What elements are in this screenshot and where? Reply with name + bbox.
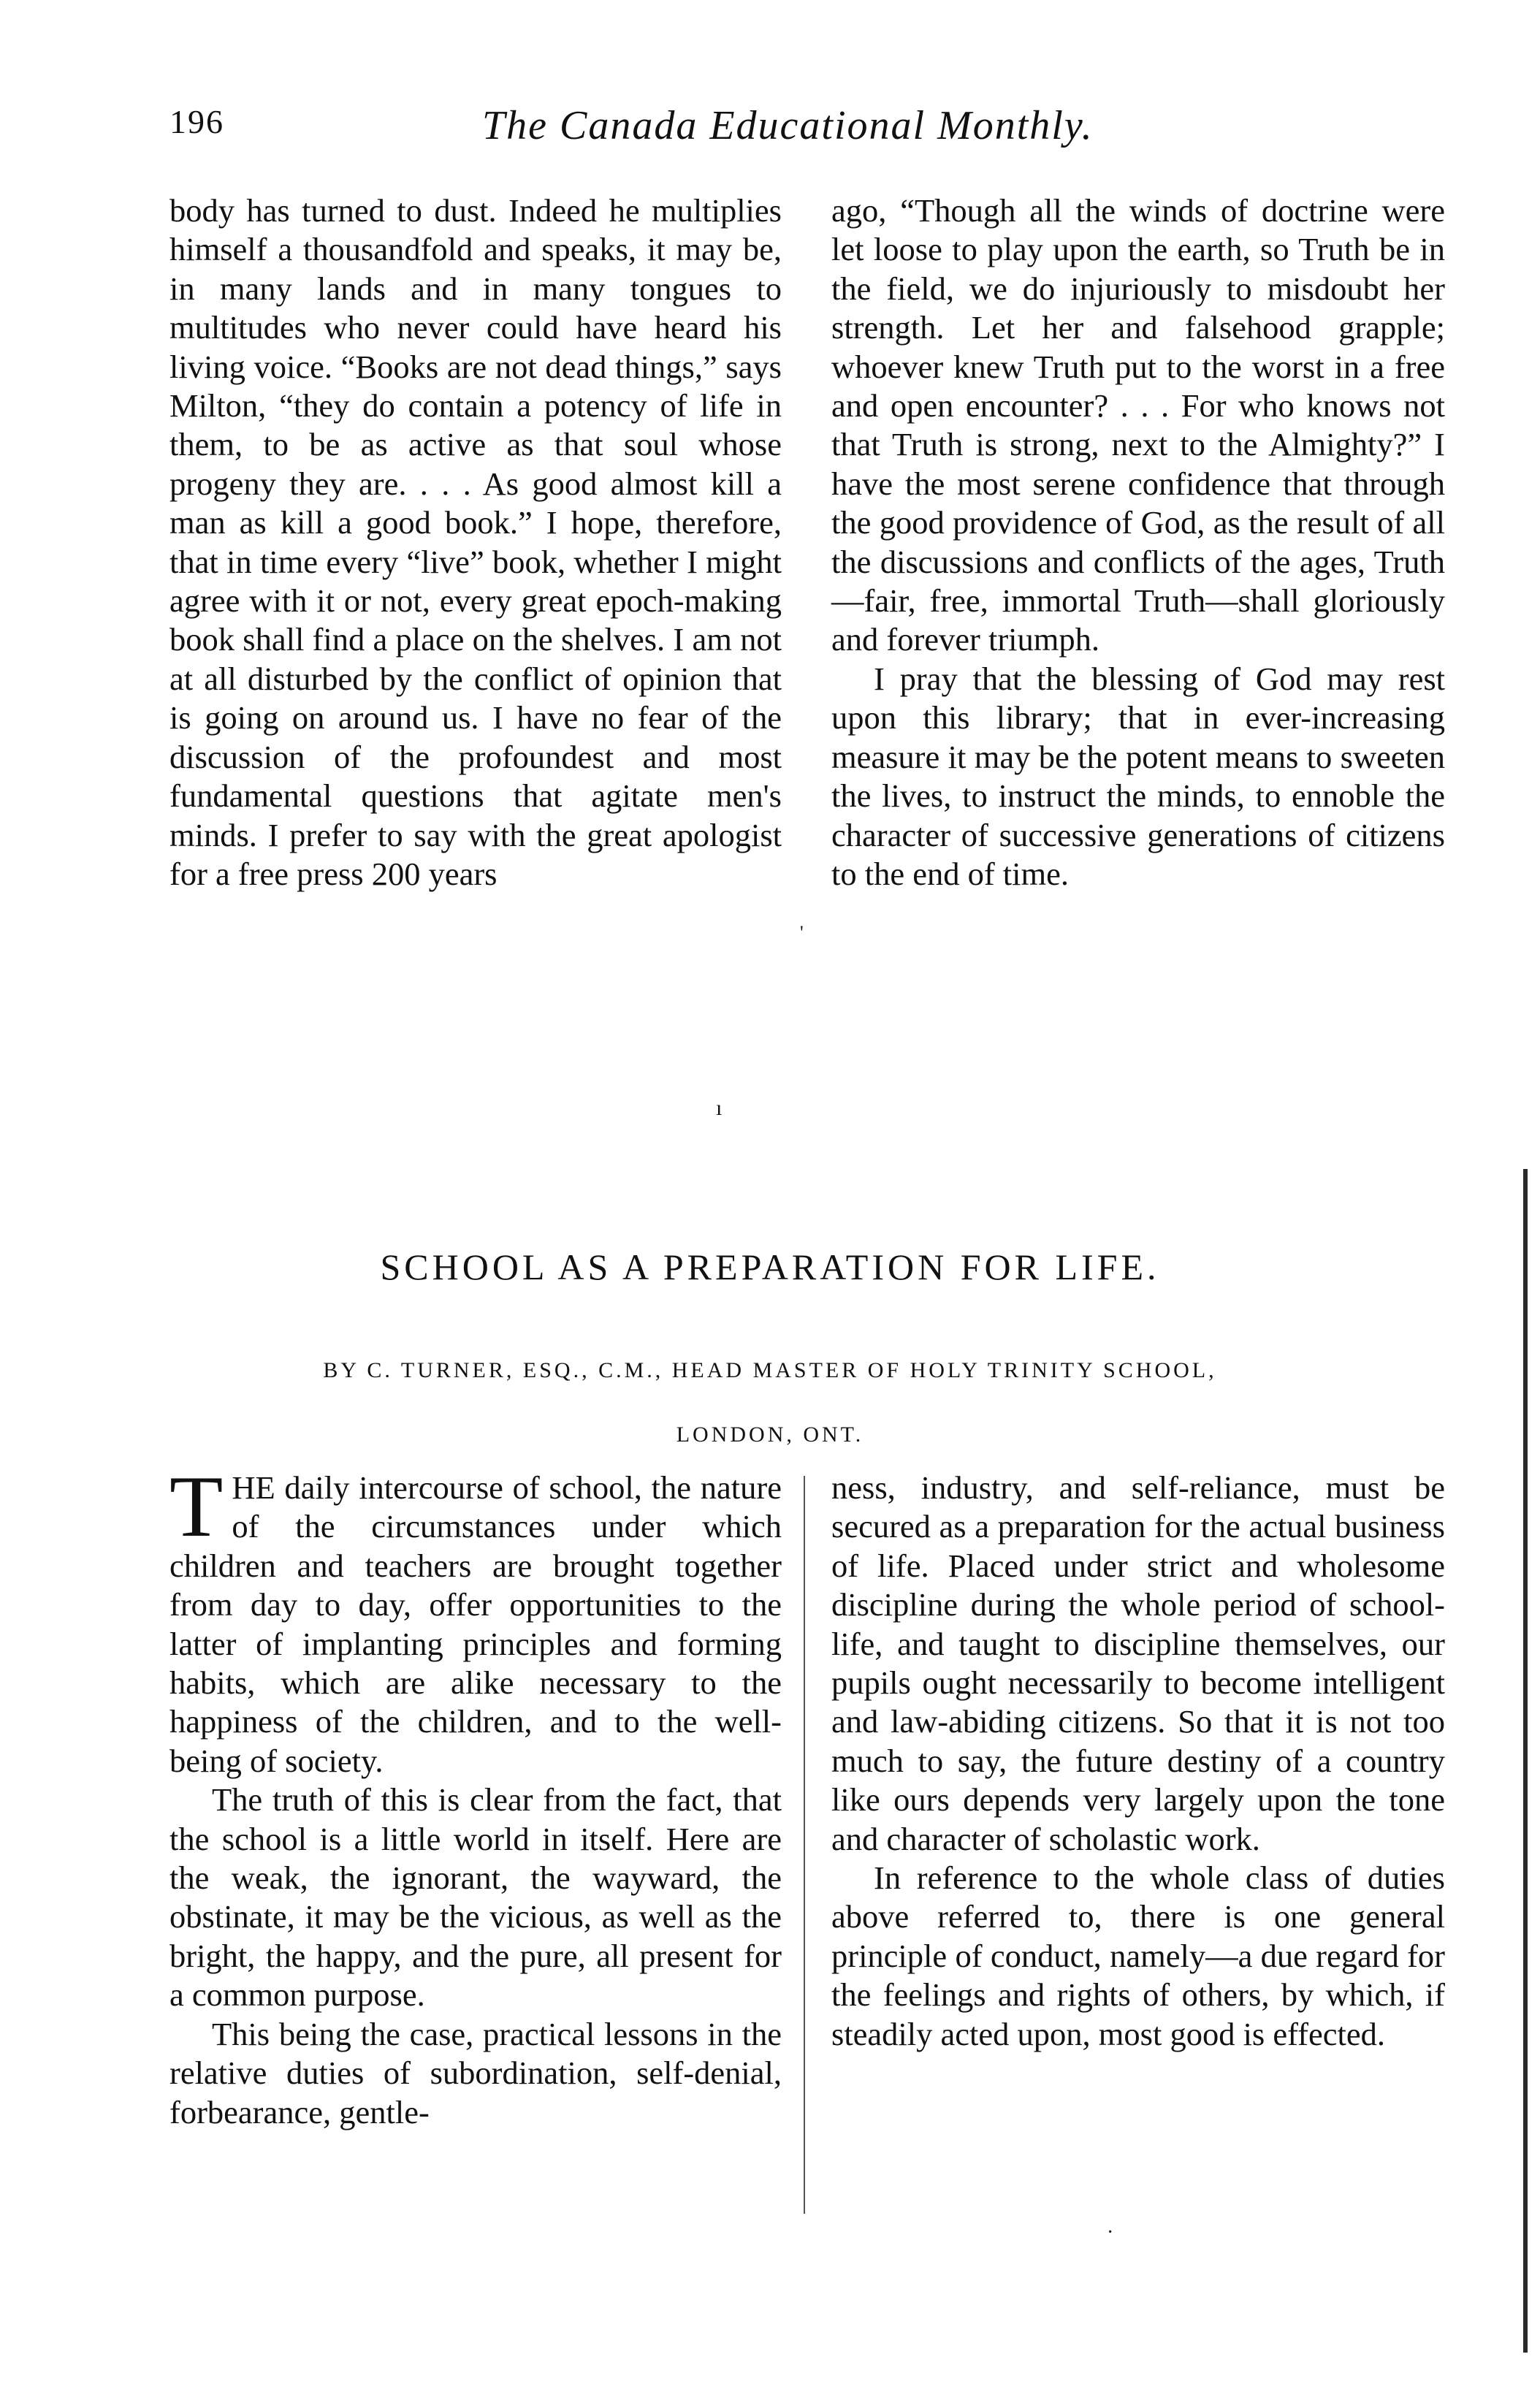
paragraph: ness, industry, and self-reliance, must be secured as a preparation for the actual business of life. Placed under strict and wholesome discipline during the whole period of school-life, and taught to discipline themselves, our pupils ought necessarily to become intelligent and law-abiding citizens. So that it is not too much to say, the future destiny of a country like ours depends very largely upon the tone and character of scholastic work. [831,1469,1445,1857]
paragraph: ago, “Though all the winds of doctrine were let loose to play upon the earth, so Truth be in the field, we do injuriously to misdoubt her strength. Let her and falsehood grapple; whoever knew Truth put to the worst in a free and open encounter? . . . For who knows not that Truth is strong, next to the Almighty?” I have the most serene confidence that through the good providence of God, as the result of all the discussions and conflicts of the ages, Truth—fair, free, immortal Truth—shall gloriously and forever triumph. [831,192,1445,658]
paragraph: The truth of this is clear from the fact, that the school is a little world in itself. Here are the weak, the ignorant, the wayward, the obstinate, it may be the vicious, as well as the bright, the happy, and the pure, all present for a common purpose. [169,1781,782,2014]
article-left-column [169,1458,782,2132]
article-title: SCHOOL AS A PREPARATION FOR LIFE. [380,1246,1160,1287]
running-title: The Canada Educational Monthly. [482,103,1094,148]
paragraph: In reference to the whole class of duties above referred to, there is one general principle of conduct, namely—a due regard for the feelings and rights of others, by which, if steadily acted upon, most good is effected. [831,1859,1445,2052]
byline-location: LONDON, ONT. [676,1423,864,1447]
drop-cap: T [169,1458,224,1555]
article-right-column [831,1469,1445,2054]
paragraph: body has turned to dust. Indeed he multiplies himself a thousandfold and speaks, it may be, in many lands and in many tongues to multitudes who never could have heard his living voice. “Books are not dead things,” says Milton, “they do contain a potency of life in them, to be as active as that soul whose progeny they are. . . . As good almost kill a man as kill a good book.” I hope, therefore, that in time every “live” book, whether I might agree with it or not, every great epoch-making book shall find a place on the shelves. I am not at all disturbed by the conflict of opinion that is going on around us. I have no fear of the discussion of the profoundest and most fundamental questions that agitate men's minds. I prefer to say with the great apologist for a free press 200 years [169,192,782,892]
print-mark: · [1107,2221,1114,2244]
top-left-column [169,191,782,894]
margin-mark: ' [800,922,804,943]
scan-edge [1523,1169,1528,2353]
byline [0,1338,1540,1467]
paragraph [169,1458,782,1781]
section-mark: ı [716,1096,723,1120]
page-header [0,102,1540,161]
byline-line: BY C. TURNER, ESQ., C.M., HEAD MASTER OF HOLY TRINITY SCHOOL, [323,1358,1217,1382]
top-right-column [831,191,1445,894]
column-rule [804,1476,805,2214]
page-number: 196 [169,103,224,140]
paragraph: I pray that the blessing of God may rest upon this library; that in ever-increasing measure it may be the potent means to sweeten the lives, to instruct the minds, to ennoble the character of successive generations of citizens to the end of time. [831,660,1445,892]
paragraph-text: HE daily intercourse of school, the nature of the circumstances under which children and teachers are brought together from day to day, offer opportunities to the latter of implanting principles and forming habits, which are alike necessary to the happiness of the children, and to the well-being of society. [169,1469,782,1779]
paragraph: This being the case, practical lessons in the relative duties of subordination, self-denial, forbearance, gentle- [169,2015,782,2130]
